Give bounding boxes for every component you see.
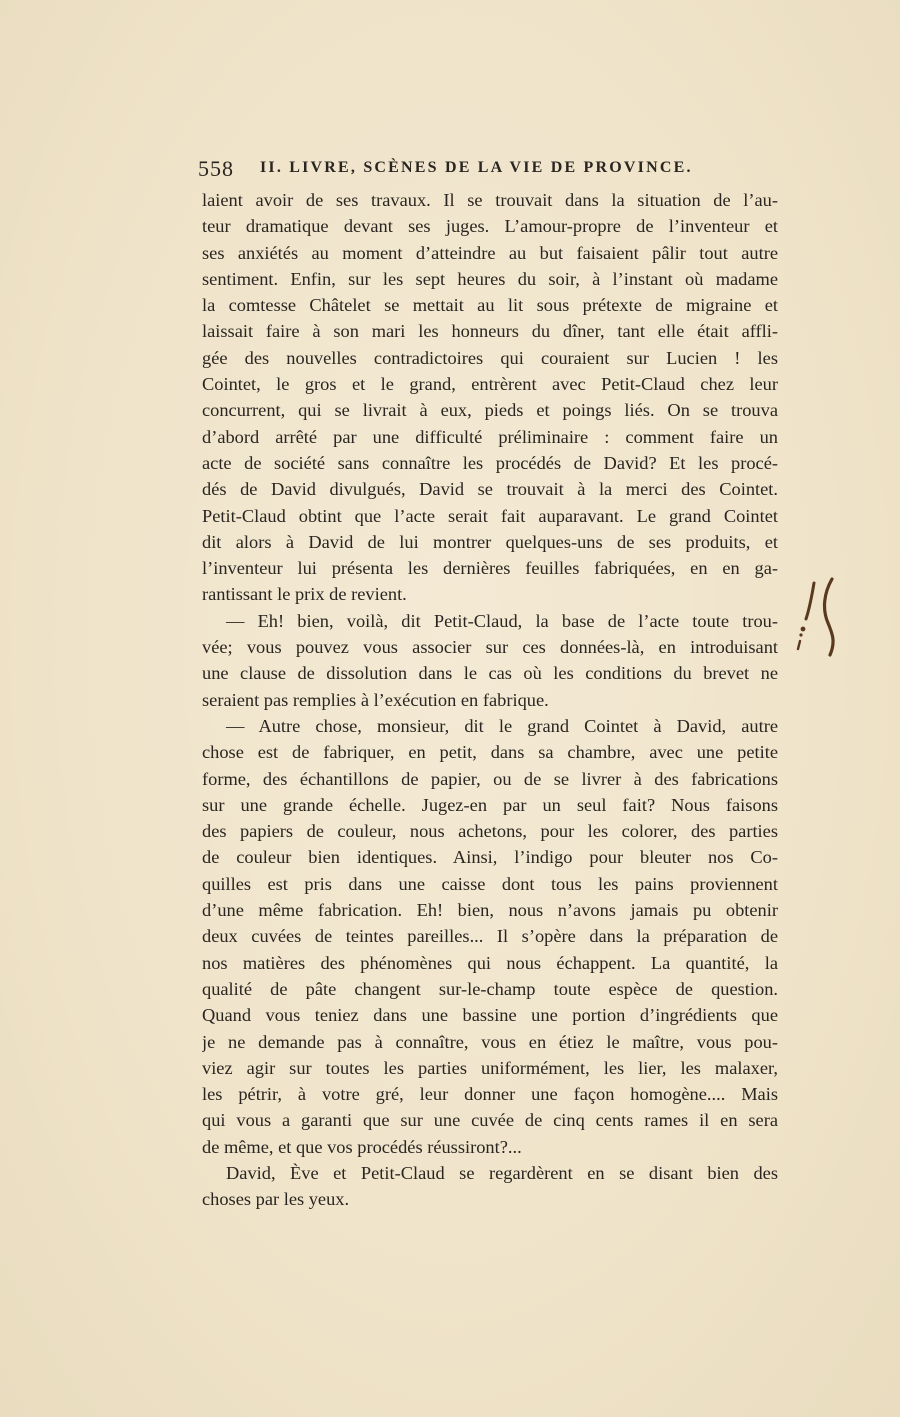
page-number: 558 — [198, 156, 234, 181]
running-head — [198, 156, 758, 186]
text-line: une clause de dissolution dans le cas où les conditions du brevet ne — [202, 663, 778, 684]
text-line: quilles est pris dans une caisse dont tous les pains proviennent — [202, 873, 778, 894]
text-line: la comtesse Châtelet se mettait au lit sous prétexte de migraine et — [202, 295, 778, 316]
text-line: d’abord arrêté par une difficulté préliminaire : comment faire un — [202, 426, 778, 447]
text-line: sur une grande échelle. Jugez-en par un seul fait? Nous faisons — [202, 794, 778, 815]
text-line: Cointet, le gros et le grand, entrèrent avec Petit-Claud chez leur — [202, 374, 778, 395]
text-line: Quand vous teniez dans une bassine une portion d’ingrédients que — [202, 1005, 778, 1026]
text-line: teur dramatique devant ses juges. L’amour-propre de l’inventeur et — [202, 216, 778, 237]
text-line: de couleur bien identiques. Ainsi, l’indigo pour bleuter nos Co- — [202, 847, 778, 868]
running-title: II. LIVRE, SCÈNES DE LA VIE DE PROVINCE. — [260, 159, 693, 176]
text-line: choses par les yeux. — [202, 1189, 350, 1210]
text-line: — Autre chose, monsieur, dit le grand Cointet à David, autre — [226, 715, 778, 736]
text-line: seraient pas remplies à l’exécution en fabrique. — [202, 689, 549, 710]
text-line: rantissant le prix de revient. — [202, 584, 407, 605]
text-line: qualité de pâte changent sur-le-champ toute espèce de question. — [202, 978, 778, 999]
text-line: dés de David divulgués, David se trouvait à la merci des Cointet. — [202, 479, 778, 500]
text-line: dit alors à David de lui montrer quelques-uns de ses produits, et — [202, 531, 778, 552]
text-line: vée; vous pouvez vous associer sur ces données-là, en introduisant — [202, 637, 778, 658]
text-line: d’une même fabrication. Eh! bien, nous n’avons jamais pu obtenir — [202, 900, 778, 921]
text-line: laissait faire à son mari les honneurs du dîner, tant elle était affli- — [202, 321, 778, 342]
text-line: forme, des échantillons de papier, ou de se livrer à des fabrications — [202, 768, 778, 789]
text-line: des papiers de couleur, nous achetons, pour les colorer, des parties — [202, 821, 778, 842]
text-line: acte de société sans connaître les procédés de David? Et les procé- — [202, 452, 778, 473]
text-line: ses anxiétés au moment d’atteindre au but faisaient pâlir tout autre — [202, 242, 778, 263]
text-line: David, Ève et Petit-Claud se regardèrent en se disant bien des — [226, 1162, 778, 1183]
text-line: laient avoir de ses travaux. Il se trouvait dans la situation de l’au- — [202, 190, 778, 210]
text-line: Petit-Claud obtint que l’acte serait fait auparavant. Le grand Cointet — [202, 505, 778, 526]
text-line: qui vous a garanti que sur une cuvée de cinq cents rames il en sera — [202, 1110, 778, 1131]
text-line: je ne demande pas à connaître, vous en étiez le maître, vous pou- — [202, 1031, 778, 1052]
text-line: gée des nouvelles contradictoires qui couraient sur Lucien ! les — [202, 347, 778, 368]
text-line: les pétrir, à votre gré, leur donner une façon homogène.... Mais — [202, 1084, 778, 1105]
text-line: deux cuvées de teintes pareilles... Il s’opère dans la préparation de — [202, 926, 778, 947]
text-line: viez agir sur toutes les parties uniformément, les lier, les malaxer, — [202, 1057, 778, 1078]
text-line: concurrent, qui se livrait à eux, pieds et poings liés. On se trouva — [202, 400, 778, 421]
text-line: l’inventeur lui présenta les dernières feuilles fabriquées, en en ga- — [202, 558, 778, 579]
text-line: de même, et que vos procédés réussiront?... — [202, 1136, 522, 1157]
text-line: nos matières des phénomènes qui nous échappent. La quantité, la — [202, 952, 778, 973]
body-text — [202, 187, 778, 1213]
text-line: chose est de fabriquer, en petit, dans sa chambre, avec une petite — [202, 742, 778, 763]
text-line: — Eh! bien, voilà, dit Petit-Claud, la base de l’acte toute trou- — [226, 610, 778, 631]
text-line: sentiment. Enfin, sur les sept heures du soir, à l’instant où madame — [202, 268, 778, 289]
handwritten-margin-mark-icon — [792, 575, 852, 665]
